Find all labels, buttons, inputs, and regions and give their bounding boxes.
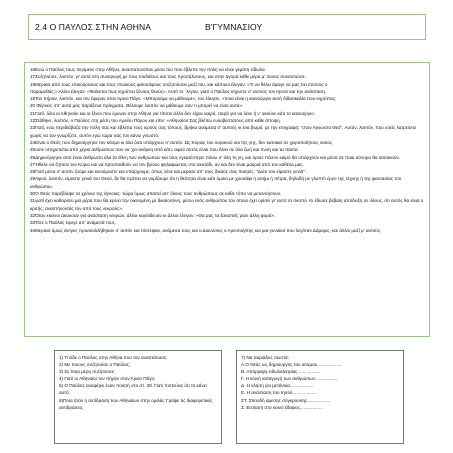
question-item: 5) Ο Παύλος αναφέρει έναν ποιητή στο στ. 28. Γιατί πιστεύεις ότι το κάνει αυτό; <box>59 383 207 396</box>
verse-line: 19Τον πήραν, λοιπόν, και τον έφεραν στον Άρειο Πάγο. «Μπορούμε να μάθουμε», τον έλεγαν, «ποια είναι η καινούργια αυτή διδασκαλία που κηρύττεις; <box>30 96 337 102</box>
title-box <box>28 14 426 40</box>
verse-line: 30Ο Θεός παρέβλεψε τα χρόνια της άγνοιας· τώρα όμως απαιτεί απ' όλους τους ανθρώπους σε κάθε τόπο να μετανοήσουν, <box>30 191 282 197</box>
verse-line: 16Ενώ ο Παύλος τους περίμενε στην Αθήνα, αναστατωνόταν μέσα του που έβλεπε την πόλη να είναι γεμάτη είδωλα. <box>30 67 266 72</box>
verse-line: 25ούτε υπηρετείται από χέρια ανθρώπων σαν να 'χει ανάγκη από κάτι, αφού αυτός είναι που δίνει σε όλα ζωή και πνοή και τα πάντα. <box>30 147 299 153</box>
question-item: Γ. Η κοινή καταγωγή των ανθρώπων.................. <box>241 376 338 382</box>
question-item: 1) Τι είδε ο Παύλος στην Αθήνα που τον αναστάτωσε; <box>59 355 168 360</box>
verse-line: 21Γιατί, όλοι οι Αθηναίοι και οι ξένοι που έμεναν στην Αθήνα για τίποτε άλλο δεν είχαν καιρό, παρά για να λένε ή ν' ακούνε κάτι το καινούργιο. <box>30 110 316 116</box>
verse-line: 18Μερικοί από τους επικούρειους και τους στωικούς φιλοσόφους συζητούσαν μαζί του, και κάποιοι έλεγαν: «Τι να θέλει άραγε να μας πει ετούτος ο <box>30 81 328 87</box>
question-item: 6)Ποια ήταν η αντίδραση των Αθηναίων στην ομιλία; Γράψε τις διαφορετικές αντιδράσεις <box>59 397 213 410</box>
verse-line: 17Συζητούσε, λοιπόν, γι' αυτά στη συναγωγή με τους Ιουδαίους και τους προσήλυτους, και στην αγορά κάθε μέρα μ' όσους συναντούσε. <box>30 74 306 80</box>
verse-line: 27Ήθελε να ζητούν τον Κύριο και να προσπαθούν να τον βρουν ψηλαφώντας στο σκοτάδι, αν και δεν είναι μακριά από τον καθένα μας. <box>30 161 304 167</box>
verse-line: 20 Φέρνεις σπ' αυτά μας παράξενα πράγματα. Θέλουμε λοιπόν να μάθουμε σαν τι μπορεί να είναι αυτά». <box>30 103 244 109</box>
question-item: Β. Απόρριψη ειδωλολατρίας.................. <box>241 369 321 375</box>
verse-line: 23Γιατί, ενώ περιδιάβαζα την πόλη σας και έβλεπα τους ιερούς σας τόπους, βρήκα ανάμεσα σ' αυτούς κι ένα βωμό, με την επιγραφή: "στον Άγνωστο Θεό". Αυτόν, λοιπόν, που εσείς λατρεύετε χωρίς να τον γνωρίζετε, αυτόν εγώ τώρα σας τον κάνω γνωστό. <box>30 125 417 138</box>
question-item: Ε. Η ανάσταση του Ιησού .................. <box>241 390 317 396</box>
question-item: Δ. Η κλήση για μετάνοια.................. <box>241 383 313 389</box>
verse-line: 22Στάθηκε, λοιπόν, ο Παύλος στη μέση του Αρείου Πάγου και είπε: «Αθηναίοι! Σας βλέπω ευλαβέστατους από κάθε άποψη. <box>30 118 281 124</box>
scripture-text-box <box>24 62 430 337</box>
verse-line: παραμυθάς;» Άλλοι έλεγαν: «Φαίνεται πως κηρύττει ξένους θεούς». Αυτό το ´λεγαν, γιατί ο Παύλος κήρυττε σ' αυτούς τον Ιησού και την ανάσταση. <box>30 88 326 94</box>
question-item: 2) Με ποιους συζητούσε ο Παύλος; <box>59 362 131 368</box>
questions-right-box <box>236 350 404 444</box>
questions-left-box <box>54 350 222 444</box>
verse-line: 26Δημιούργησε από έναν άνθρωπο όλα τα έθνη των ανθρώπων και τους εγκατέστησε πάνω σ' όλη τη γη, και όρισε πόσον καιρό θα υπάρχουν και μέσα σε ποια σύνορα θα κατοικούν. <box>30 154 400 160</box>
verse-line: 31γιατί έχει καθορίσει μια μέρα που θα κρίνει την οικουμένη με δικαιοσύνη, μέσω ενός ανθρώπου τον οποίο έχει ορίσει γι' αυτό το σκοπό. Κι έδωσε βέβαιη απόδειξη σε όλους, ότι αυτός θα είναι ο κριτής, αναστήνοντάς τον από τους νεκρούς». <box>30 198 424 211</box>
question-item: Α.Ο Θεός ως δημιουργός του κόσμου .................. <box>241 362 342 368</box>
verse-line: 28Γιατί μέσα σ' αυτόν ζούμε και κινούμαστε και υπάρχουμε, όπως λένε και μερικοί απ' τους δικούς σας ποιητές: "Διότι του είμαστε γενιά". <box>30 169 307 175</box>
page-title: 2.4 Ο ΠΑΥΛΟΣ ΣΤΗΝ ΑΘΗΝΑ <box>35 22 152 32</box>
question-item: 4) Γιατί οι Αθηναίοι τον πήγαν στον Άρειο Πάγο; <box>59 376 156 382</box>
question-item: 7) Να ταιριάξεις σωστά: <box>241 355 289 360</box>
verse-line: 33Τότε ο Παύλος έφυγε απ' ανάμεσά τους. <box>30 220 117 226</box>
verse-line: 34Μερικοί όμως άντρες προσκολλήθηκαν σ' αυτόν και πίστεψαν, ανάμεσα τους και ο Διονύσιος ο Αρεοπαγίτης και μια γυναίκα που λεγόταν Δάμαρις, και άλλοι μαζί μ' αυτούς. <box>30 227 382 233</box>
question-item: 3) Σε ποια μέρη συζητούσε; <box>59 369 116 375</box>
question-item: Ζ. Εστίαση στο κοινό έδαφος.................. <box>241 404 323 410</box>
verse-line: 29Αφού, λοιπόν, είμαστε γενιά του Θεού, δε θα πρέπει να νομίζουμε ότι η θεότητα είναι κάτι όμοιο με χρυσάφι ή ασήμι ή πέτρα, δηλαδή με γλυπτό έργο της τέχνης ή της φαντασίας του ανθρώπου. <box>30 176 402 189</box>
class-label: Β'ΓΥΜΝΑΣΙΟΥ <box>205 22 263 32</box>
verse-line: 32Όταν εκείνοι άκουσαν για ανάσταση νεκρών, άλλοι κορόιδευαν κι άλλοι έλεγαν: «Θα μας τα ξαναπείς μιαν άλλη φορά». <box>30 212 276 218</box>
question-item: ΣΤ. Σπουδή αμεσης σύγκρουσης.................. <box>241 397 331 403</box>
verse-line: 24Είναι ο Θεός που δημιούργησε τον κόσμο κι όλα όσα υπάρχουν σ' αυτόν. Ως Κύριος του ουρανού και της γης, δεν κατοικεί σε χειροποίητους ναούς. <box>30 139 334 145</box>
